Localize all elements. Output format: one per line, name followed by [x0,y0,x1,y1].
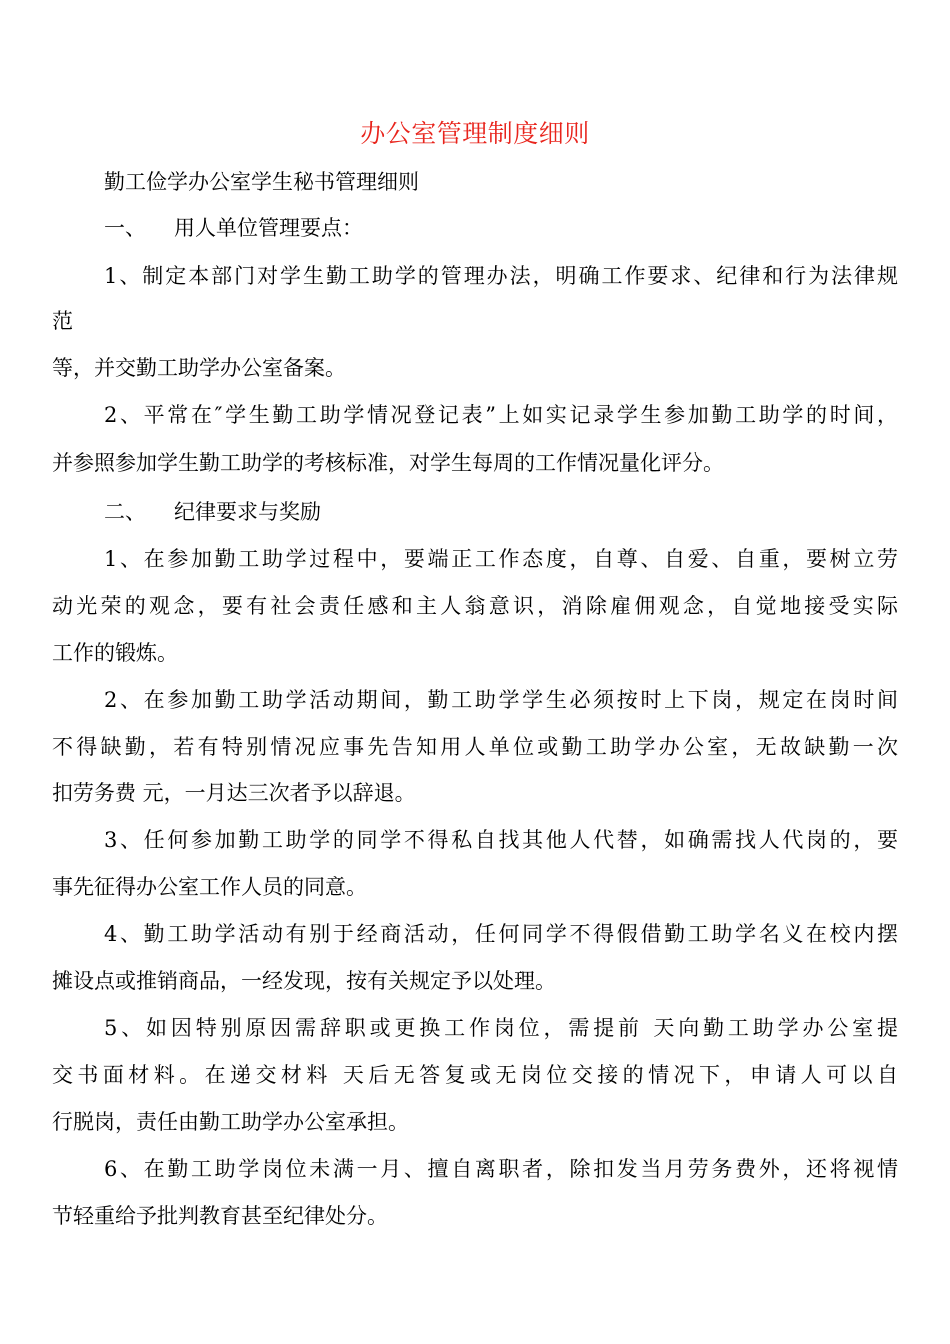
paragraph-line: 行脱岗，责任由勤工助学办公室承担。 [52,1110,409,1134]
paragraph-line: 节轻重给予批判教育甚至纪律处分。 [52,1204,388,1228]
paragraph-line: 工作的锻炼。 [52,641,178,665]
paragraph-line: 5、如因特别原因需辞职或更换工作岗位，需提前 天向勤工助学办公室提 [104,1016,898,1040]
paragraph-line: 等，并交勤工助学办公室备案。 [52,356,346,380]
section-number-1: 一、 [104,216,146,240]
section-heading-2 [104,497,898,527]
paragraph-line: 动光荣的观念，要有社会责任感和主人翁意识，消除雇佣观念，自觉地接受实际 [52,594,898,618]
paragraph-line: 不得缺勤，若有特别情况应事先告知用人单位或勤工助学办公室，无故缺勤一次 [52,735,898,759]
paragraph-line: 4、勤工助学活动有别于经商活动，任何同学不得假借勤工助学名义在校内摆 [104,922,898,946]
paragraph-line: 交书面材料。在递交材料 天后无答复或无岗位交接的情况下，申请人可以自 [52,1063,898,1087]
paragraph-line: 1、制定本部门对学生勤工助学的管理办法，明确工作要求、纪律和行为法律规 [104,264,898,288]
paragraph-line: 2、在参加勤工助学活动期间，勤工助学学生必须按时上下岗，规定在岗时间 [104,688,898,712]
section-heading-1 [104,213,898,243]
paragraph-line: 事先征得办公室工作人员的同意。 [52,875,367,899]
paragraph-line: 扣劳务费 元，一月达三次者予以辞退。 [52,781,416,805]
paragraph-line: 1、在参加勤工助学过程中，要端正工作态度，自尊、自爱、自重，要树立劳 [104,547,898,571]
document-title: 办公室管理制度细则 [360,119,590,148]
paragraph-line: 2、平常在″学生勤工助学情况登记表”上如实记录学生参加勤工助学的时间， [104,403,898,427]
section-title-2: 纪律要求与奖励 [174,500,321,524]
section-number-2: 二、 [104,500,146,524]
paragraph-line: 3、任何参加勤工助学的同学不得私自找其他人代替，如确需找人代岗的，要 [104,828,898,852]
paragraph-line: 范 [52,309,73,333]
paragraph-line: 6、在勤工助学岗位未满一月、擅自离职者，除扣发当月劳务费外，还将视情 [104,1157,898,1181]
section-title-1: 用人单位管理要点： [174,216,363,240]
paragraph-line: 并参照参加学生勤工助学的考核标准，对学生每周的工作情况量化评分。 [52,451,724,475]
document-subtitle: 勤工俭学办公室学生秘书管理细则 [104,170,419,194]
paragraph-line: 摊设点或推销商品，一经发现，按有关规定予以处理。 [52,969,556,993]
